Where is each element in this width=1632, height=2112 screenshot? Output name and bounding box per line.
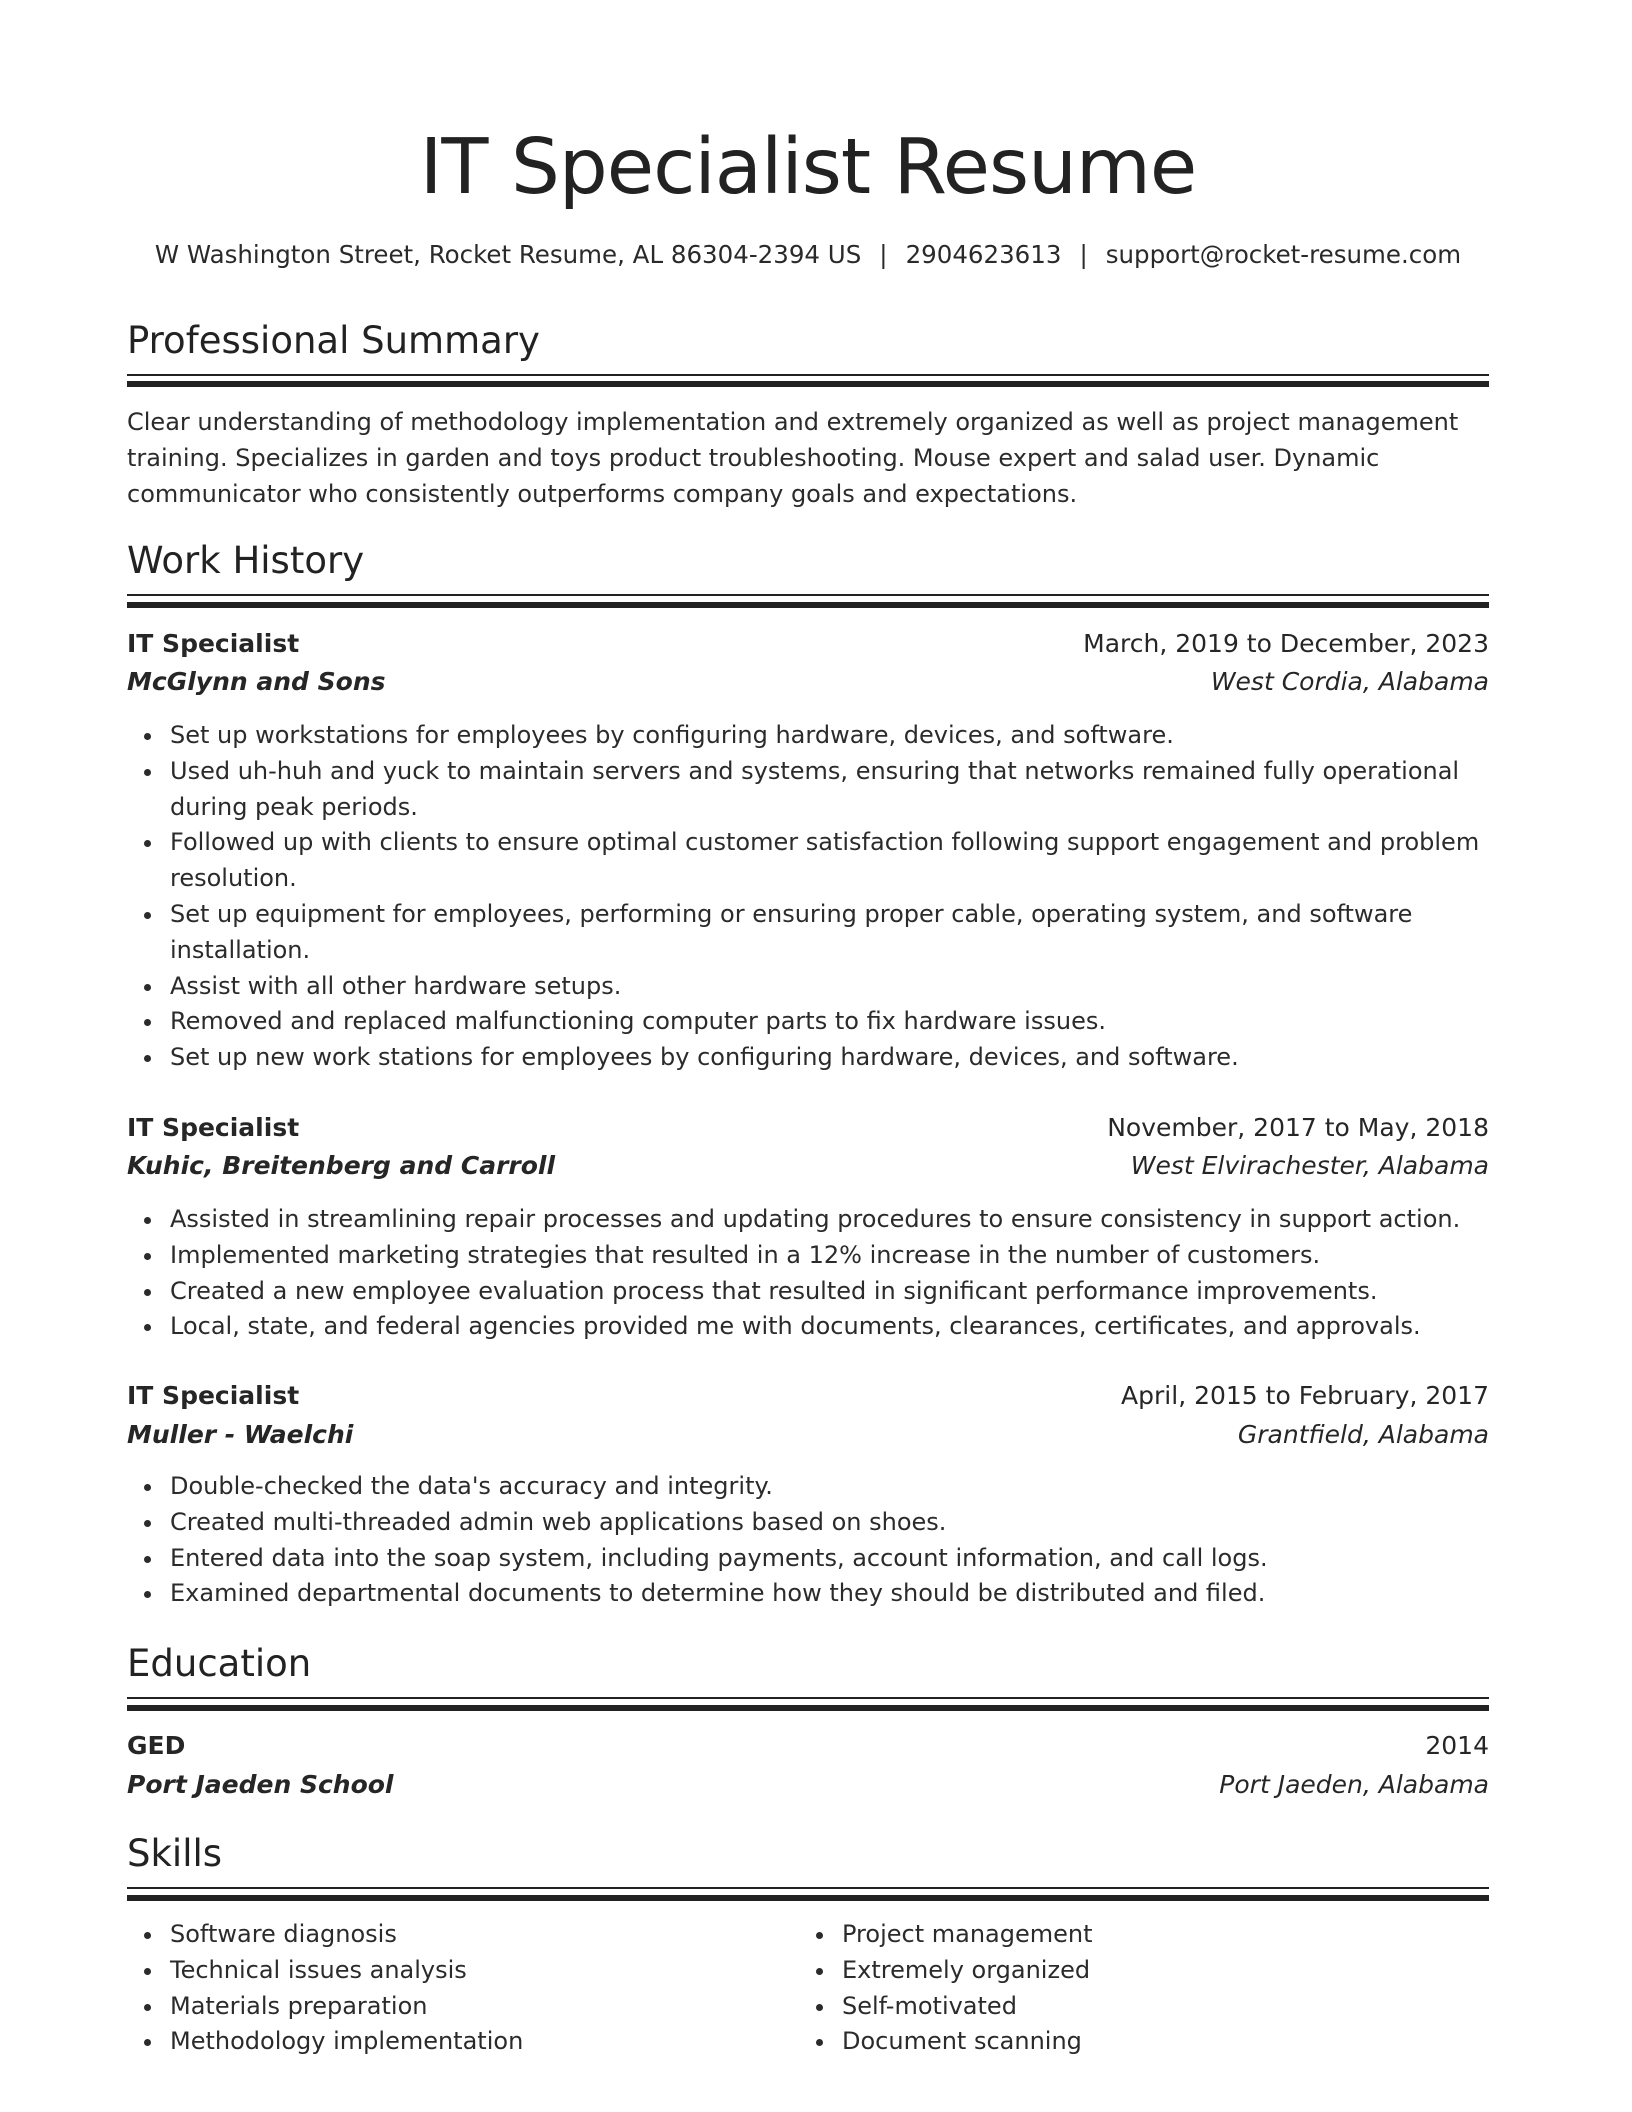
skill-item: Technical issues analysis xyxy=(127,1953,767,1989)
section-rule xyxy=(127,1895,1489,1901)
section-rule xyxy=(127,602,1489,608)
job-location: West Elvirachester, Alabama xyxy=(1130,1151,1489,1180)
section-heading-work: Work History xyxy=(127,539,365,582)
list-item: Assist with all other hardware setups. xyxy=(127,969,1489,1005)
summary-heading-block xyxy=(127,318,1489,364)
skill-item: Software diagnosis xyxy=(127,1917,767,1953)
contact-separator: | xyxy=(879,240,888,269)
list-item: Followed up with clients to ensure optimal customer satisfaction following support engagement and problem resolution. xyxy=(127,825,1489,897)
job-company: Kuhic, Breitenberg and Carroll xyxy=(127,1151,556,1180)
list-item: Set up workstations for employees by configuring hardware, devices, and software. xyxy=(127,718,1489,754)
skill-item: Document scanning xyxy=(799,2024,1439,2060)
job-location: West Cordia, Alabama xyxy=(1210,667,1489,696)
contact-address: W Washington Street, Rocket Resume, AL 86304-2394 US xyxy=(154,240,862,269)
job-bullets xyxy=(127,1202,1489,1345)
list-item: Set up equipment for employees, performing or ensuring proper cable, operating system, and software installation. xyxy=(127,897,1489,969)
section-heading-skills: Skills xyxy=(127,1832,223,1875)
section-rule xyxy=(127,1887,1489,1889)
skill-item: Project management xyxy=(799,1917,1439,1953)
list-item: Used uh-huh and yuck to maintain servers and systems, ensuring that networks remained fully operational during peak periods. xyxy=(127,754,1489,826)
skill-item: Extremely organized xyxy=(799,1953,1439,1989)
job-dates: November, 2017 to May, 2018 xyxy=(1107,1113,1489,1142)
skill-item: Materials preparation xyxy=(127,1989,767,2025)
section-rule xyxy=(127,381,1489,387)
skill-item: Methodology implementation xyxy=(127,2024,767,2060)
summary-text: Clear understanding of methodology implementation and extremely organized as well as project management training. Specializes in garden and toys product troubleshooting. Mouse expert and salad user. Dynamic communicator who consistently outperforms company goals and expectations. xyxy=(127,408,1459,508)
education-school: Port Jaeden School xyxy=(127,1770,394,1799)
job-bullets xyxy=(127,1469,1489,1612)
list-item: Assisted in streamlining repair processes and updating procedures to ensure consistency in support action. xyxy=(127,1202,1489,1238)
contact-separator: | xyxy=(1079,240,1088,269)
list-item: Created a new employee evaluation process that resulted in significant performance improvements. xyxy=(127,1274,1489,1310)
job-company: McGlynn and Sons xyxy=(127,667,386,696)
job-title: IT Specialist xyxy=(127,629,300,658)
skills-list-left xyxy=(127,1917,767,2060)
list-item: Set up new work stations for employees by configuring hardware, devices, and software. xyxy=(127,1040,1489,1076)
contact-email: support@rocket-resume.com xyxy=(1105,240,1462,269)
contact-phone: 2904623613 xyxy=(905,240,1062,269)
education-year: 2014 xyxy=(1425,1731,1489,1760)
list-item: Implemented marketing strategies that resulted in a 12% increase in the number of customers. xyxy=(127,1238,1489,1274)
skills-heading-block xyxy=(127,1831,1489,1877)
list-item: Removed and replaced malfunctioning computer parts to fix hardware issues. xyxy=(127,1004,1489,1040)
skill-item: Self-motivated xyxy=(799,1989,1439,2025)
job-title: IT Specialist xyxy=(127,1381,300,1410)
list-item: Double-checked the data's accuracy and integrity. xyxy=(127,1469,1489,1505)
job-location: Grantfield, Alabama xyxy=(1237,1420,1489,1449)
education-location: Port Jaeden, Alabama xyxy=(1219,1770,1489,1799)
section-rule xyxy=(127,374,1489,376)
section-heading-education: Education xyxy=(127,1642,312,1685)
job-title: IT Specialist xyxy=(127,1113,300,1142)
job-dates: March, 2019 to December, 2023 xyxy=(1083,629,1489,658)
resume-title: IT Specialist Resume xyxy=(419,123,1197,212)
resume-page xyxy=(127,0,1489,2112)
skills-list-right xyxy=(799,1917,1439,2060)
list-item: Entered data into the soap system, including payments, account information, and call logs. xyxy=(127,1541,1489,1577)
contact-line xyxy=(117,238,1499,272)
section-heading-summary: Professional Summary xyxy=(127,319,540,362)
work-heading-block xyxy=(127,538,1489,584)
job-company: Muller - Waelchi xyxy=(127,1420,354,1449)
section-rule xyxy=(127,594,1489,596)
list-item: Created multi-threaded admin web applications based on shoes. xyxy=(127,1505,1489,1541)
list-item: Local, state, and federal agencies provided me with documents, clearances, certificates, and approvals. xyxy=(127,1309,1489,1345)
education-degree: GED xyxy=(127,1731,186,1760)
list-item: Examined departmental documents to determine how they should be distributed and filed. xyxy=(127,1576,1489,1612)
section-rule xyxy=(127,1705,1489,1711)
job-bullets xyxy=(127,718,1489,1076)
section-rule xyxy=(127,1697,1489,1699)
education-heading-block xyxy=(127,1641,1489,1687)
job-dates: April, 2015 to February, 2017 xyxy=(1121,1381,1489,1410)
